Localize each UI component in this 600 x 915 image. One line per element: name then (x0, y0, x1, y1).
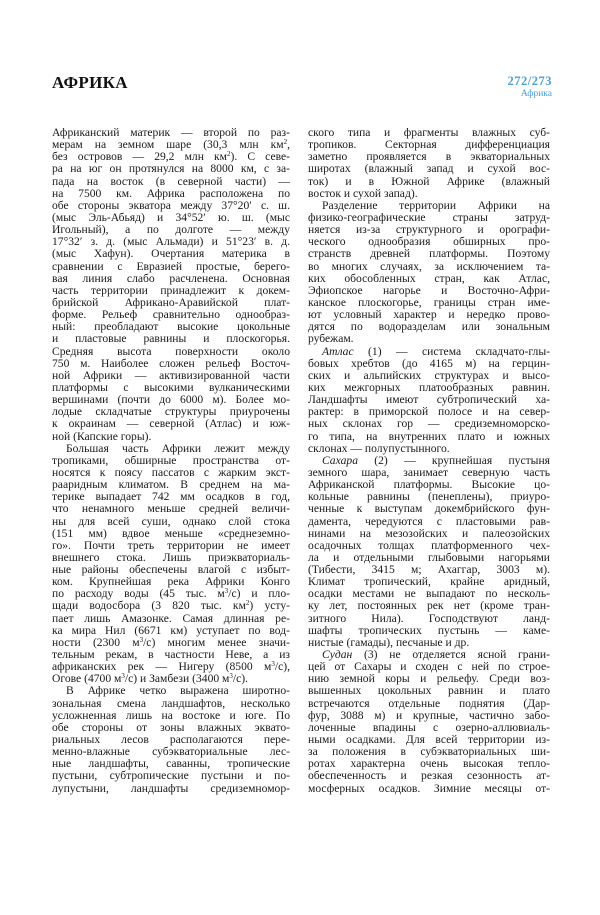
text-column-right (308, 127, 550, 795)
text-line: Разделение территории Африки на (322, 198, 550, 212)
text-line: риальных лесов располагаются пере- (52, 733, 290, 747)
text-line: к окраинам — северной (Атлас) и юж- (52, 417, 290, 431)
text-line: вышенных цокольных равнин и плато (308, 684, 550, 698)
text-line: го». Почти треть территории не имеет (52, 538, 290, 552)
text-line: ными осадками. Для всей территории из- (308, 733, 550, 747)
text-line: странств древней платформы. Поэтому (308, 247, 550, 261)
text-line: встречаются отдельные поднятия (Дар- (308, 696, 550, 710)
text-line: что ненамного меньше средней величи- (52, 502, 290, 516)
text-line: нистые (гамады), песчаные и др. (308, 635, 470, 649)
text-line: ной Африки — активизированной части (52, 368, 290, 382)
text-line: Средняя высота поверхности около (52, 344, 290, 358)
text-line: и пластовые равнины и плоскогорья. (52, 332, 290, 346)
text-line: во многих случаях, за исключением та- (308, 259, 550, 273)
text-line: щади водосбора (3 820 тыс. $км^2$) усту- (52, 599, 290, 613)
text-line: вая линия слабо расчленена. Основная (52, 271, 290, 285)
text-line: (мыс Хафун). Очертания материка в (52, 247, 290, 261)
page-numbers: 272/273 (507, 74, 552, 88)
text-line: ка мира Нил (6671 км) уступает по вод- (52, 623, 290, 637)
text-line: обеспеченность и резкая сезонность ат- (308, 769, 550, 783)
text-line: зитного Нила). Господствуют ланд- (308, 611, 550, 625)
text-line: няется из-за структурного и орографи- (308, 223, 550, 237)
text-line: ности (2300 $м^3/с$) многим менее значи- (52, 635, 290, 649)
text-line: обе стороны от зоны влажных эквато- (52, 720, 290, 734)
page-folio (508, 75, 552, 100)
text-line: нинами на мезозойских и палеозойских (308, 526, 550, 540)
text-line: без островов — 29,2 млн $км^2$). С севе- (52, 150, 290, 164)
page-title: АФРИКА (52, 73, 128, 92)
text-line: усложненная лишь на востоке и юге. По (52, 708, 290, 722)
text-line: ческого однообразия обширных про- (308, 235, 550, 249)
text-line: ные районы обеспечены влагой с избыт- (52, 563, 290, 577)
text-line: ра на юг он протянулся на 8000 км, с за- (52, 162, 290, 176)
text-line: ных склонах гор — средиземноморско- (308, 417, 550, 431)
text-line: брийской Африкано-Аравийской плат- (52, 295, 290, 309)
text-line: Африканской платформы. Высокие цо- (308, 478, 550, 492)
region-name: Атлас (322, 344, 354, 358)
text-line: мосферных осадков. Зимние месяцы от- (308, 781, 550, 795)
text-line: ный: преобладают высокие цокольные (52, 320, 290, 334)
text-line: фур, 3088 м) и крупные, частично забо- (308, 708, 550, 722)
text-line: заметно проявляется в экваториальных (308, 150, 550, 164)
text-line: осадки местами не выпадают по несколь- (308, 587, 550, 601)
text-line: рубежам. (308, 332, 354, 346)
text-line: ные ландшафты, саванны, тропические (52, 757, 290, 771)
text-line: рактер: в приморской полосе и на север- (308, 405, 550, 419)
text-line: за положения в субэкваториальных ши- (308, 745, 550, 759)
text-line: африканских рек — Нигеру (8500 $м^3/с$), (52, 660, 290, 674)
text-line: ны для всей суши, однако слой стока (52, 514, 290, 528)
text-line: по расходу воды (45 тыс. $м^3/с$) и пло- (52, 587, 290, 601)
region-name: Судан (322, 648, 353, 662)
text-line: склонах — полупустынного. (308, 441, 450, 455)
text-line: носятся к поясу пассатов с жарким экст- (52, 465, 290, 479)
text-line: кольные равнины (пенеплены), приуро- (308, 490, 550, 504)
text-line: тропиков. Секторная дифференциация (308, 138, 550, 152)
text-line: Игольный), а по долготе — между (52, 223, 290, 237)
text-line: Африканский материк — второй по раз- (52, 126, 290, 139)
text-line: Судан (3) не отделяется ясной грани- (322, 648, 550, 662)
text-line: ких обособленных стран, как Атлас, (308, 271, 550, 285)
text-line: 750 м. Наиболее сложен рельеф Восточ- (52, 356, 290, 370)
text-line: Климат тропический, крайне аридный, (308, 575, 550, 589)
text-line: ком. Крупнейшая река Африки Конго (52, 575, 290, 589)
text-line: пада на восток (в северной части) — (52, 174, 290, 188)
text-line: на 7500 км. Африка расположена по (52, 186, 290, 200)
text-line: часть территории принадлежит к докем- (52, 283, 290, 297)
text-line: восток и сухой запад). (308, 186, 418, 200)
text-line: В Африке четко выражена широтно- (66, 684, 290, 698)
text-line: Сахара (2) — крупнейшая пустыня (322, 453, 550, 467)
text-line: осадочных толщах платформенного чех- (308, 538, 550, 552)
text-line: лоченные впадины с озерно-аллювиаль- (308, 720, 550, 734)
region-name: Сахара (322, 453, 358, 467)
text-line: 17°32′ з. д. (мыс Альмади) и 51°23′ в. д. (52, 235, 290, 249)
text-line: ких межгорных платообразных равнин. (308, 380, 550, 394)
text-line: мерам на земном шаре (30,3 млн $км^2$, (52, 138, 290, 152)
text-line: вершинами (почти до 6000 м). Более мо- (52, 393, 290, 407)
text-line: Атлас (1) — система складчато-глы- (322, 344, 550, 358)
text-line: зональная смена ландшафтов, несколько (52, 696, 290, 710)
text-line: Ландшафты имеют субтропический ха- (308, 393, 550, 407)
text-line: ского типа и фрагменты влажных суб- (308, 126, 550, 139)
text-line: бовых хребтов (до 4165 м) на герцин- (308, 356, 550, 370)
text-line: ченные к выступам докембрийского фун- (308, 502, 550, 516)
text-line: широтах (влажный запад и сухой вос- (308, 162, 550, 176)
text-line: внешнего стока. Лишь приэкваториаль- (52, 550, 290, 564)
text-line: цей от Сахары и сходен с ней по строе- (308, 660, 550, 674)
text-line: нию земной коры и рельефу. Среди воз- (308, 672, 550, 686)
text-line: физико-географические страны затруд- (308, 210, 550, 224)
text-line: ротах характерна очень высокая тепло- (308, 757, 550, 771)
text-line: ла и отдельными глыбовыми нагорьями (308, 550, 550, 564)
text-line: ских и альпийских структурах и высо- (308, 368, 550, 382)
text-line: форме. Рельеф сравнительно однообраз- (52, 308, 290, 322)
text-line: рааридным климатом. В среднем на ма- (52, 478, 290, 492)
text-line: ток) и в Южной Африке (влажный (308, 174, 550, 188)
text-line: дятся по водоразделам или зональным (308, 320, 550, 334)
text-line: Огове (4700 $м^3/с$) и Замбези (3400 $м^3/с$). (52, 672, 249, 686)
text-line: ной (Капские горы). (52, 429, 152, 443)
text-line: ют условный характер и нередко прово- (308, 308, 550, 322)
text-line: тропиками, обширные пространства от- (52, 453, 290, 467)
text-line: шафты тропических пустынь — каме- (308, 623, 550, 637)
text-line: Эфиопское нагорье и Восточно-Афри- (308, 283, 550, 297)
text-line: пает лишь Амазонке. Самая длинная ре- (52, 611, 290, 625)
text-line: (Тибести, 3415 м; Ахаггар, 3003 м). (308, 563, 550, 577)
text-line: тельным рекам, в частности Неве, а из (52, 648, 290, 662)
text-line: платформы с высокими вулканическими (52, 380, 290, 394)
text-line: терике выпадает 742 мм осадков в год, (52, 490, 290, 504)
text-column-left (52, 127, 290, 795)
text-line: Большая часть Африки лежит между (66, 441, 290, 455)
text-line: го типа, на внутренних плато и южных (308, 429, 550, 443)
text-line: лупустыни, ландшафты средиземномор- (52, 781, 290, 795)
text-line: сравнении с Евразией простые, берего- (52, 259, 290, 273)
text-line: дамента, чередуются с пластовыми рав- (308, 514, 550, 528)
text-line: канское плоскогорье, границы стран име- (308, 295, 550, 309)
running-section-title: Африка (520, 89, 552, 99)
text-line: менно-влажные субэкваториальные лес- (52, 745, 290, 759)
text-line: земного шара, занимает северную часть (308, 465, 550, 479)
text-line: лодые складчатые структуры приурочены (52, 405, 290, 419)
text-line: ку лет, постоянных рек нет (кроме тран- (308, 599, 550, 613)
text-line: обе стороны экватора между 37°20′ с. ш. (52, 198, 290, 212)
text-line: (151 мм) вдвое меньше «среднеземно- (52, 526, 290, 540)
text-line: пустыни, субтропические пустыни и по- (52, 769, 290, 783)
text-line: (мыс Эль-Абьяд) и 34°52′ ю. ш. (мыс (52, 210, 290, 224)
